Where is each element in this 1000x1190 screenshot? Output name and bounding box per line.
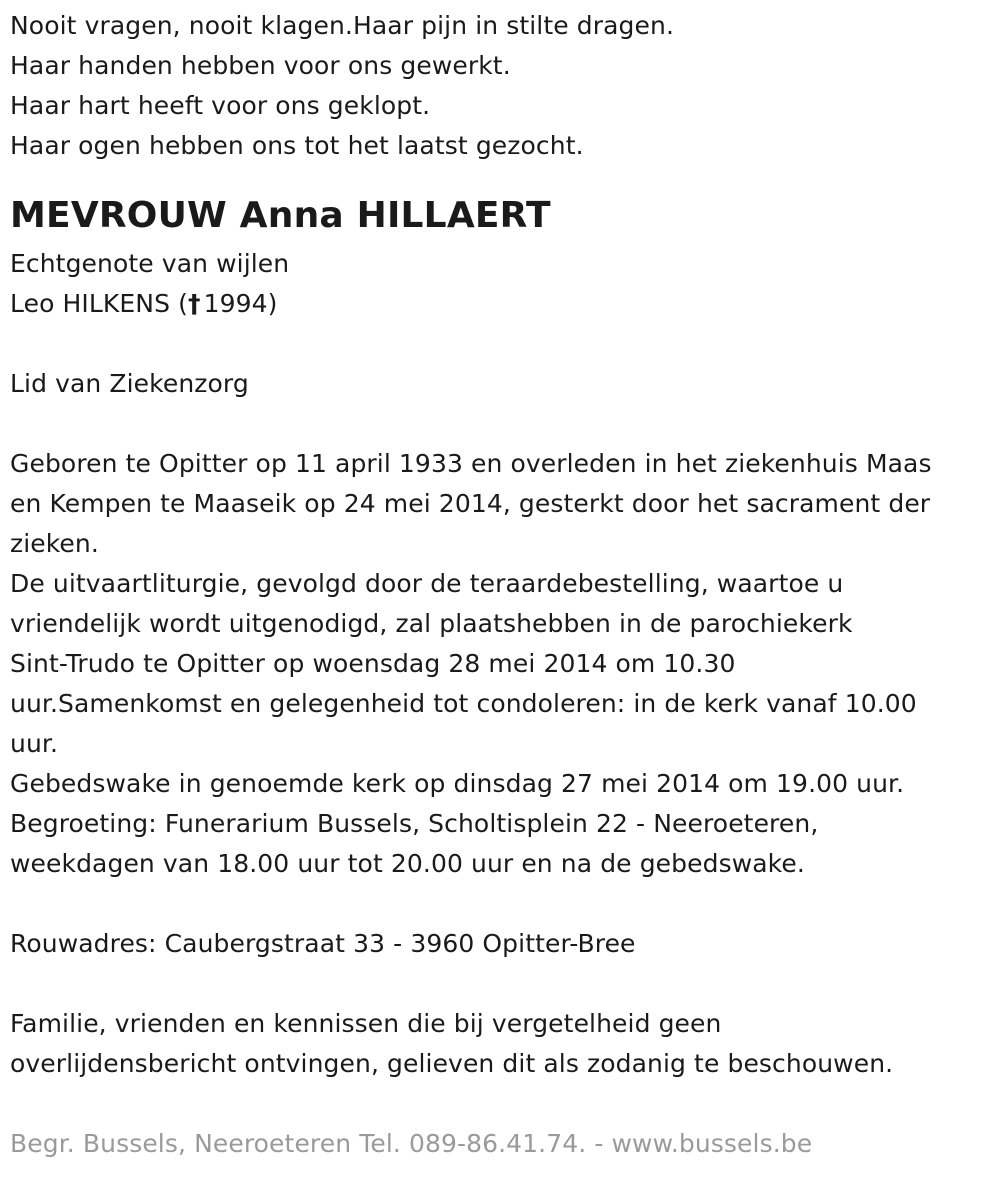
spacer	[10, 1084, 995, 1124]
funeral-home-footer: Begr. Bussels, Neeroeteren Tel. 089-86.41.74. - www.bussels.be	[10, 1129, 813, 1158]
details-line: Begroeting: Funerarium Bussels, Scholtisplein 22 - Neeroeteren,	[10, 809, 819, 838]
membership: Lid van Ziekenzorg	[10, 369, 249, 398]
spouse-death-year: 1994)	[203, 289, 278, 318]
notice-line: overlijdensbericht ontvingen, gelieven dit als zodanig te beschouwen.	[10, 1049, 894, 1078]
details-line: De uitvaartliturgie, gevolgd door de teraardebestelling, waartoe u	[10, 569, 844, 598]
deceased-name: MEVROUW Anna HILLAERT	[10, 195, 551, 236]
poem-line: Haar ogen hebben ons tot het laatst gezocht.	[10, 131, 584, 160]
details-line: Geboren te Opitter op 11 april 1933 en overleden in het ziekenhuis Maas	[10, 449, 932, 478]
poem-line: Haar handen hebben voor ons gewerkt.	[10, 51, 511, 80]
notice-line: Familie, vrienden en kennissen die bij vergetelheid geen	[10, 1009, 722, 1038]
obituary-page	[10, 6, 995, 1164]
spacer	[10, 884, 995, 924]
details-line: Gebedswake in genoemde kerk op dinsdag 27 mei 2014 om 19.00 uur.	[10, 769, 905, 798]
spouse-line-2	[10, 284, 995, 324]
poem	[10, 6, 995, 166]
notice	[10, 1004, 995, 1084]
spouse-name: Leo HILKENS (	[10, 289, 188, 318]
spacer	[10, 404, 995, 444]
spouse-info	[10, 244, 995, 324]
details-line: weekdagen van 18.00 uur tot 20.00 uur en na de gebedswake.	[10, 849, 805, 878]
details-line: uur.	[10, 729, 59, 758]
details-line: uur.Samenkomst en gelegenheid tot condoleren: in de kerk vanaf 10.00	[10, 689, 917, 718]
poem-line: Haar hart heeft voor ons geklopt.	[10, 91, 431, 120]
details-line: Sint-Trudo te Opitter op woensdag 28 mei 2014 om 10.30	[10, 649, 736, 678]
poem-line: Nooit vragen, nooit klagen.Haar pijn in stilte dragen.	[10, 11, 674, 40]
details	[10, 444, 995, 884]
details-line: vriendelijk wordt uitgenodigd, zal plaatshebben in de parochiekerk	[10, 609, 853, 638]
mourning-address: Rouwadres: Caubergstraat 33 - 3960 Opitter-Bree	[10, 929, 636, 958]
spacer	[10, 324, 995, 364]
spouse-line-1: Echtgenote van wijlen	[10, 249, 290, 278]
spacer	[10, 166, 995, 188]
cross-icon: †	[187, 289, 201, 318]
spacer	[10, 964, 995, 1004]
details-line: zieken.	[10, 529, 99, 558]
details-line: en Kempen te Maaseik op 24 mei 2014, gesterkt door het sacrament der	[10, 489, 931, 518]
